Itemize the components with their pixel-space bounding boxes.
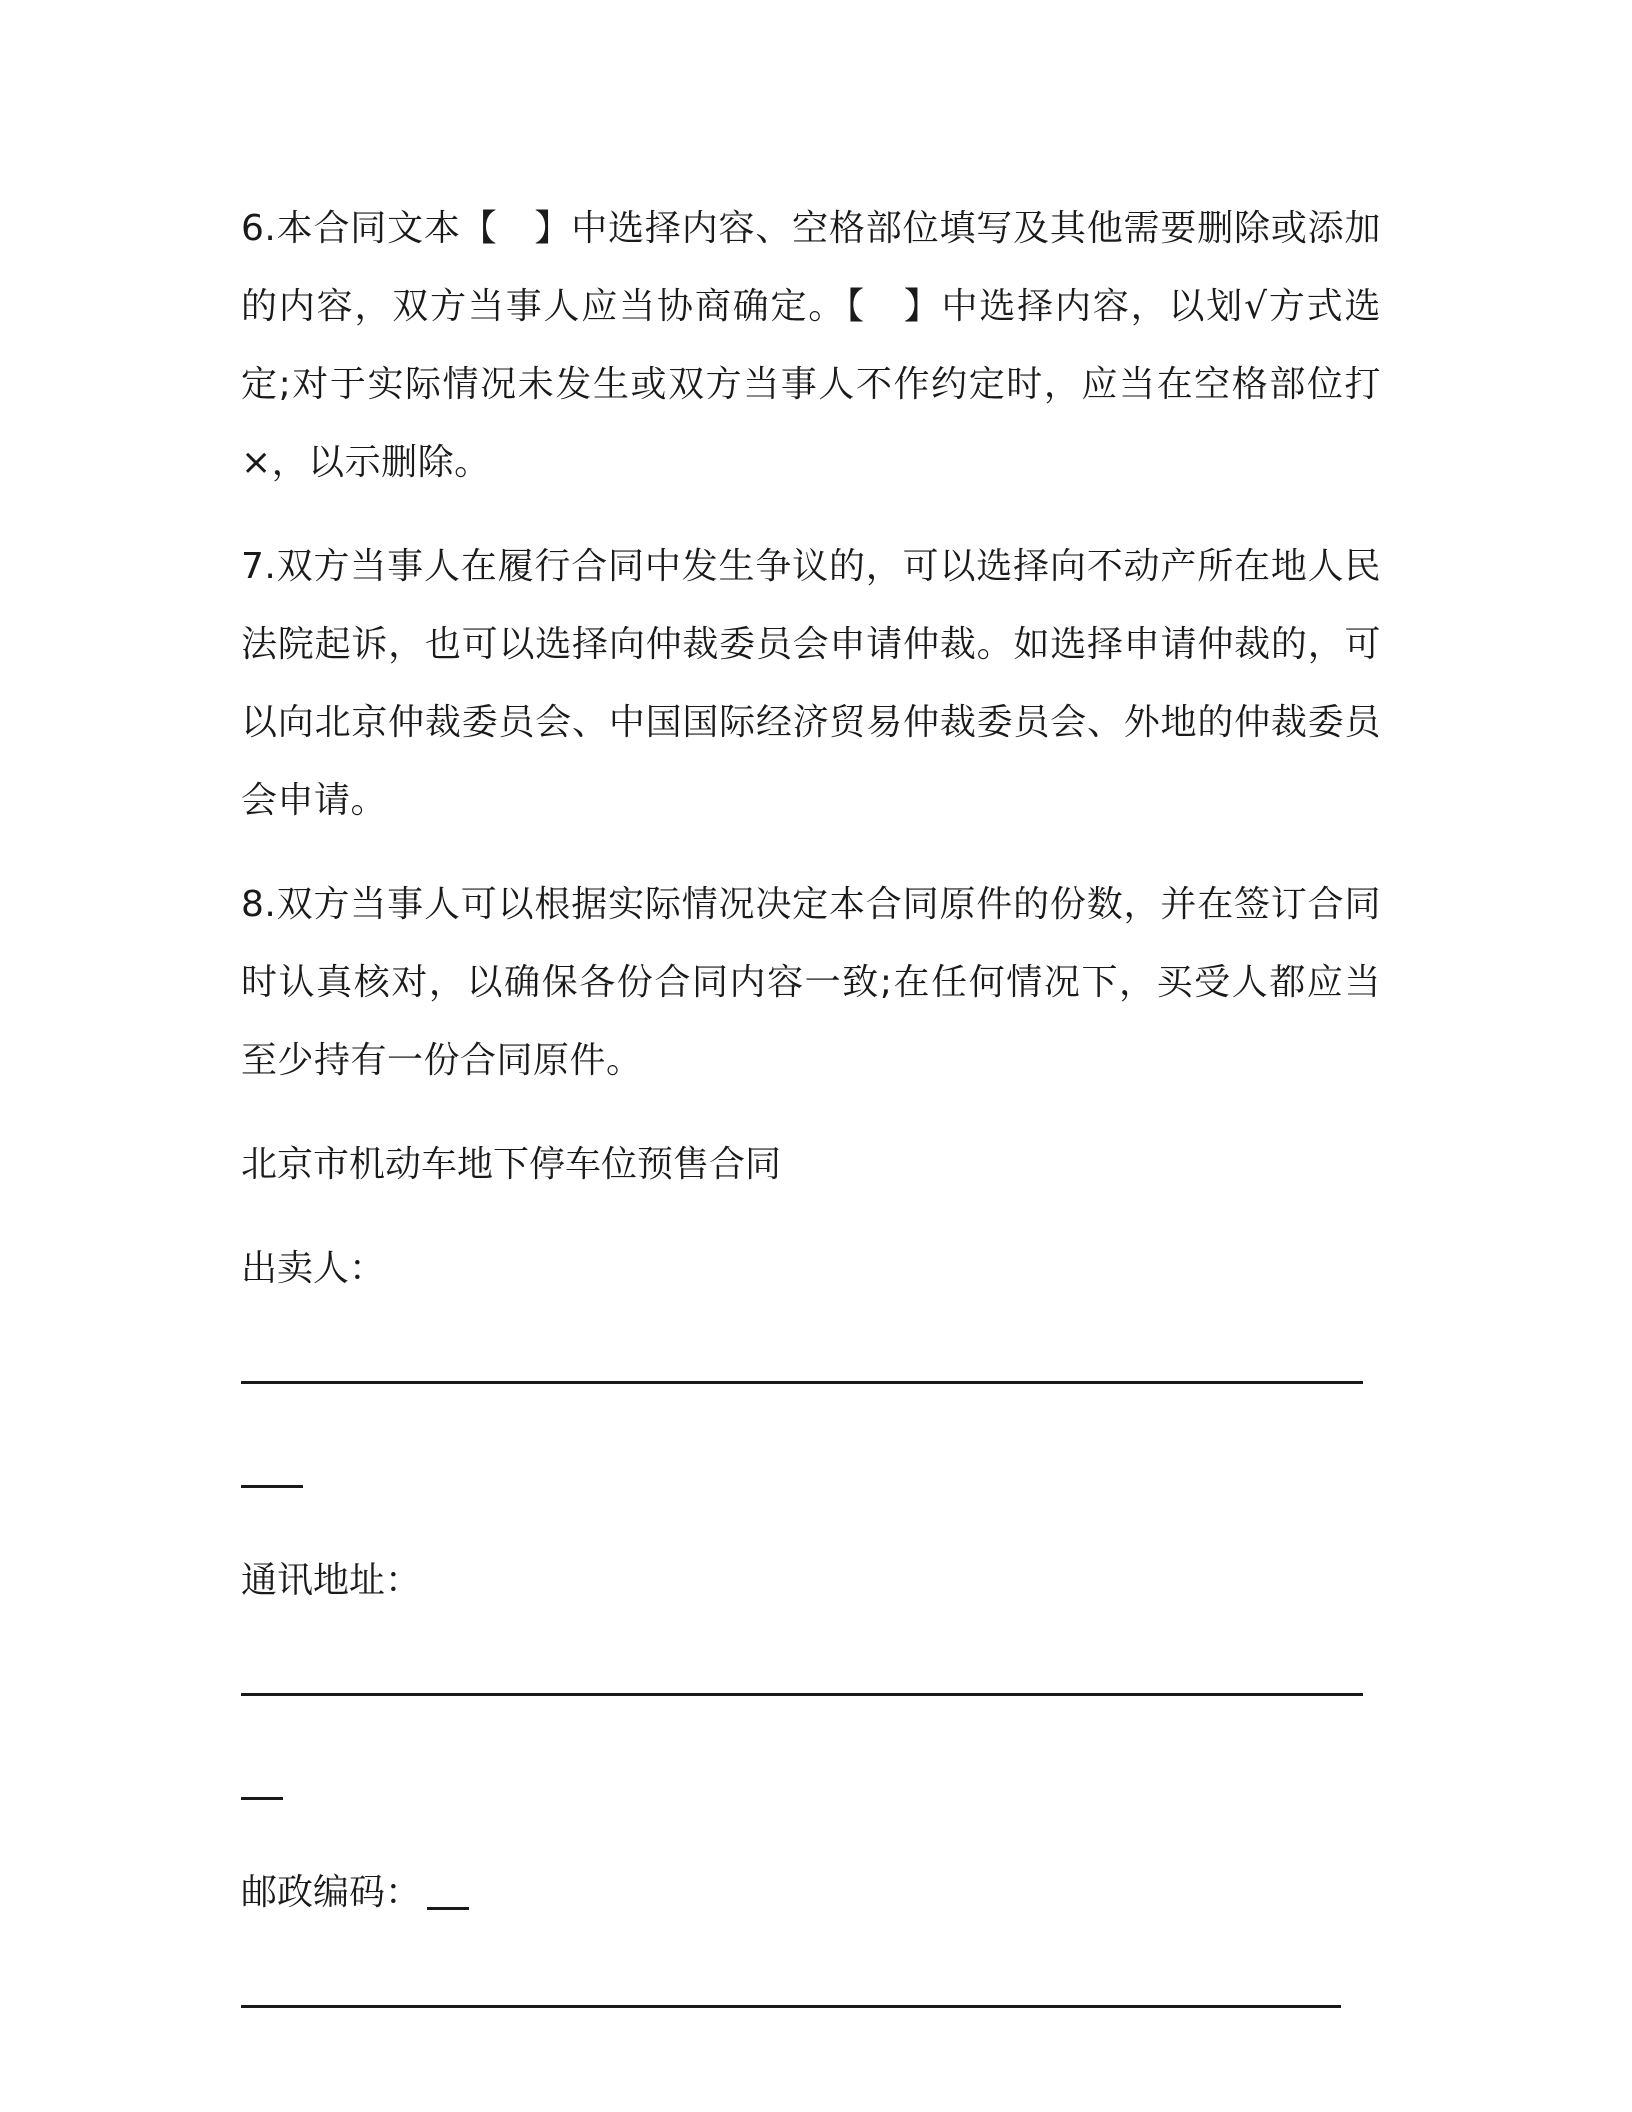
clause-6: 6.本合同文本【 】中选择内容、空格部位填写及其他需要删除或添加的内容，双方当事人应当协商确定。【 】中选择内容，以划√方式选定;对于实际情况未发生或双方当事人不作约定时，应当在空格部位打×，以示删除。: [241, 208, 1381, 483]
document-page: [241, 190, 1381, 2062]
seller-blank-line-cont: [241, 1438, 1381, 1516]
clause-7: 7.双方当事人在履行合同中发生争议的，可以选择向不动产所在地人民法院起诉，也可以选择向仲裁委员会申请仲裁。如选择申请仲裁的，可以向北京仲裁委员会、中国国际经济贸易仲裁委员会、外地的仲裁委员会申请。: [241, 546, 1381, 821]
address-blank-line-cont: [241, 1750, 1381, 1828]
clause-8: 8.双方当事人可以根据实际情况决定本合同原件的份数，并在签订合同时认真核对，以确保各份合同内容一致;在任何情况下，买受人都应当至少持有一份合同原件。: [241, 884, 1381, 1081]
postcode-label: 邮政编码：: [241, 1872, 422, 1913]
address-blank-line: [241, 1646, 1381, 1724]
postcode-blank-line: [241, 1958, 1381, 2036]
seller-blank-line: [241, 1334, 1381, 1412]
address-label: 通讯地址：: [241, 1560, 422, 1601]
seller-label: 出卖人：: [241, 1248, 386, 1289]
contract-title: 北京市机动车地下停车位预售合同: [241, 1144, 782, 1185]
postcode-row: [241, 1854, 1381, 1932]
postcode-blank-short: [427, 1907, 469, 1910]
